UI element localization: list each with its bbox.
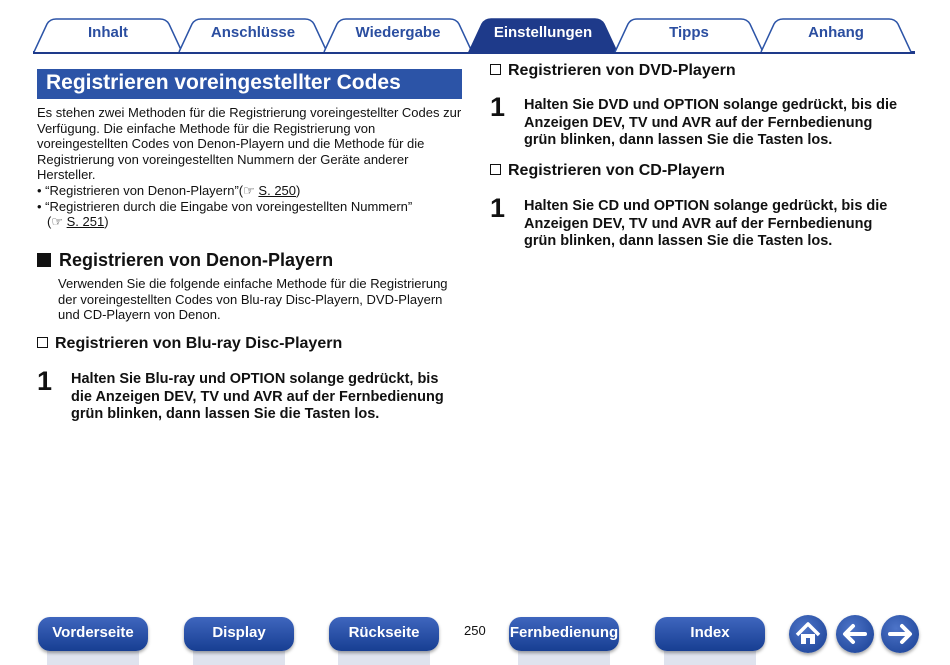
intro-line: Hersteller. bbox=[37, 167, 96, 183]
intro-line: Registrierung von voreingestellten Nummern der Geräte anderer bbox=[37, 151, 409, 167]
tab-anschluesse[interactable] bbox=[178, 18, 328, 52]
tab-label: Tipps bbox=[669, 24, 709, 41]
tab-anhang[interactable] bbox=[760, 18, 912, 52]
button-label: Index bbox=[690, 624, 730, 641]
step-line: grün blinken, dann lassen Sie die Tasten los. bbox=[524, 132, 833, 148]
button-label: Vorderseite bbox=[52, 624, 134, 641]
vorderseite-button[interactable] bbox=[38, 617, 148, 651]
button-label: Fernbedienung bbox=[509, 624, 619, 641]
intro-line: Verfügung. Die einfache Methode für die Registrierung von bbox=[37, 120, 376, 136]
subsection-heading-cd bbox=[490, 162, 725, 180]
subsection-heading-text: Registrieren von Blu-ray Disc-Playern bbox=[55, 335, 343, 352]
subsection-heading-text: Registrieren von DVD-Playern bbox=[508, 62, 736, 79]
arrow-left-icon bbox=[836, 615, 874, 653]
tab-inhalt[interactable] bbox=[33, 18, 183, 52]
tab-label: Einstellungen bbox=[493, 24, 593, 41]
bullet-denon: • “Registrieren von Denon-Playern”(☞ S. 250) bbox=[37, 182, 301, 198]
step-number: 1 bbox=[490, 92, 506, 122]
step-number: 1 bbox=[37, 366, 53, 396]
subsection-heading-dvd bbox=[490, 62, 736, 80]
page-link[interactable]: S. 250 bbox=[258, 182, 297, 198]
checkbox-bullet-icon bbox=[37, 337, 48, 348]
bullet-text: • “Registrieren von Denon-Playern”( bbox=[37, 182, 244, 198]
display-button[interactable] bbox=[184, 617, 294, 651]
section-paragraph bbox=[58, 276, 468, 323]
rueckseite-button[interactable] bbox=[329, 617, 439, 651]
intro-line: voreingestellten Codes von Denon-Playern und die Methode für die bbox=[37, 136, 425, 152]
step-text-dvd bbox=[524, 97, 924, 150]
subsection-heading-bluray bbox=[37, 335, 342, 353]
nav-shadow bbox=[193, 651, 285, 665]
bullet-nummern-ref: (☞ S. 251) bbox=[47, 214, 109, 230]
hand-pointer-icon: ☞ bbox=[243, 182, 255, 198]
tab-label: Anhang bbox=[808, 24, 864, 41]
intro-paragraph bbox=[37, 105, 467, 230]
nav-shadow bbox=[664, 651, 756, 665]
step-text-bluray bbox=[71, 371, 471, 424]
section-line: der voreingestellten Codes von Blu-ray Disc-Playern, DVD-Playern bbox=[58, 291, 443, 307]
checkbox-bullet-icon bbox=[490, 164, 501, 175]
page-number: 250 bbox=[464, 623, 486, 638]
arrow-right-icon bbox=[881, 615, 919, 653]
checkbox-bullet-icon bbox=[490, 64, 501, 75]
step-number: 1 bbox=[490, 193, 506, 223]
step-line: die Anzeigen DEV, TV und AVR auf der Fernbedienung bbox=[71, 388, 444, 405]
section-heading bbox=[37, 250, 333, 271]
bullet-nummern: • “Registrieren durch die Eingabe von voreingestellten Nummern” bbox=[37, 198, 413, 214]
step-line: Halten Sie DVD und OPTION solange gedrückt, bis die bbox=[524, 97, 898, 113]
step-line: Anzeigen DEV, TV und AVR auf der Fernbedienung bbox=[524, 215, 873, 232]
hand-pointer-icon: ☞ bbox=[51, 214, 63, 230]
nav-shadow bbox=[518, 651, 610, 665]
fernbedienung-button[interactable] bbox=[509, 617, 619, 651]
tab-einstellungen[interactable] bbox=[468, 18, 618, 52]
section-heading-text: Registrieren von Denon-Playern bbox=[59, 250, 334, 270]
forward-button[interactable] bbox=[881, 615, 919, 653]
subsection-heading-text: Registrieren von CD-Playern bbox=[508, 162, 725, 179]
index-button[interactable] bbox=[655, 617, 765, 651]
section-line: und CD-Playern von Denon. bbox=[58, 307, 221, 323]
step-text-cd bbox=[524, 198, 924, 251]
step-line: grün blinken, dann lassen Sie die Tasten los. bbox=[524, 233, 833, 249]
tab-label: Inhalt bbox=[88, 24, 128, 41]
back-button[interactable] bbox=[836, 615, 874, 653]
section-line: Verwenden Sie die folgende einfache Methode für die Registrierung bbox=[58, 276, 448, 291]
home-button[interactable] bbox=[789, 615, 827, 653]
tab-label: Anschlüsse bbox=[210, 24, 296, 41]
square-bullet-icon bbox=[37, 253, 51, 267]
intro-line: Es stehen zwei Methoden für die Registrierung voreingestellter Codes zur bbox=[37, 105, 462, 120]
step-line: Halten Sie Blu-ray und OPTION solange gedrückt, bis bbox=[71, 371, 439, 387]
tab-wiedergabe[interactable] bbox=[323, 18, 473, 52]
step-line: grün blinken, dann lassen Sie die Tasten los. bbox=[71, 406, 380, 422]
nav-shadow bbox=[47, 651, 139, 665]
button-label: Rückseite bbox=[348, 624, 420, 641]
tab-label: Wiedergabe bbox=[355, 24, 441, 41]
nav-shadow bbox=[338, 651, 430, 665]
page-title: Registrieren voreingestellter Codes bbox=[37, 69, 462, 99]
step-line: Halten Sie CD und OPTION solange gedrückt, bis die bbox=[524, 198, 888, 214]
home-icon bbox=[789, 615, 827, 653]
tab-tipps[interactable] bbox=[614, 18, 764, 52]
step-line: Anzeigen DEV, TV und AVR auf der Fernbedienung bbox=[524, 114, 873, 131]
button-label: Display bbox=[212, 624, 266, 641]
page-link[interactable]: S. 251 bbox=[66, 214, 105, 230]
